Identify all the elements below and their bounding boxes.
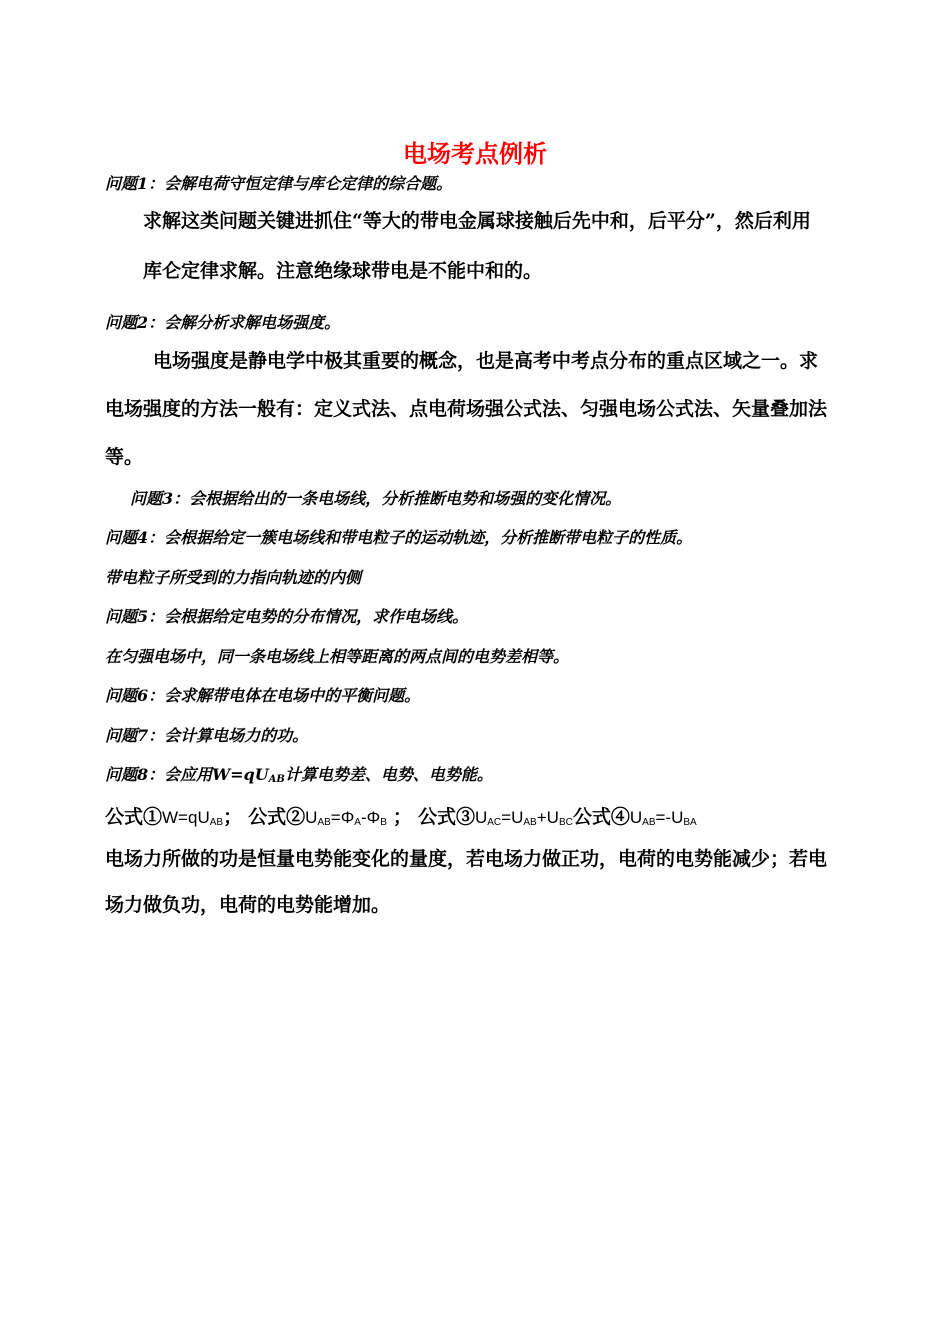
answer-2-line-3: 等。 xyxy=(105,446,144,468)
formula-3-label: 公式③ xyxy=(417,806,475,828)
formula-3-text-c: +U xyxy=(536,808,559,827)
question-6: 问题6：会求解带电体在电场中的平衡问题。 xyxy=(105,686,421,705)
question-4: 问题4：会根据给定一簇电场线和带电粒子的运动轨迹，分析推断带电粒子的性质。 xyxy=(105,528,693,547)
formula-1-subscript: AB xyxy=(209,817,224,828)
formula-4-text-b: =-U xyxy=(655,808,684,827)
answer-2-line-1: 电场强度是静电学中极其重要的概念，也是高考中考点分布的重点区域之一。求 xyxy=(153,350,819,372)
formula-1 xyxy=(162,808,223,827)
question-5: 问题5：会根据给定电势的分布情况，求作电场线。 xyxy=(105,607,469,626)
answer-1-line-2: 库仑定律求解。注意绝缘球带电是不能中和的。 xyxy=(143,260,543,282)
formula-1-text: W=qU xyxy=(162,808,210,827)
formula-3-subscript-2: AB xyxy=(523,817,537,828)
answer-2-line-2: 电场强度的方法一般有：定义式法、点电荷场强公式法、匀强电场公式法、矢量叠加法 xyxy=(105,398,828,420)
formula-4-subscript-2: BA xyxy=(683,817,697,828)
formula-2-subscript-2: A xyxy=(354,817,361,828)
formula-2 xyxy=(305,808,387,827)
question-8-subscript: AB xyxy=(268,774,285,785)
formula-3 xyxy=(475,808,573,827)
formula-2-text-a: U xyxy=(305,808,318,827)
formula-2-text-b: =Φ xyxy=(330,808,355,827)
question-8 xyxy=(105,763,493,792)
question-7: 问题7：会计算电场力的功。 xyxy=(105,726,309,745)
formula-separator: ； xyxy=(392,806,412,828)
answer-8-line-2: 场力做负功，电荷的电势能增加。 xyxy=(105,894,391,916)
formula-line xyxy=(105,802,697,838)
formula-3-text-a: U xyxy=(474,808,488,827)
formula-2-label: 公式② xyxy=(248,806,306,828)
formula-2-text-c: -Φ xyxy=(360,808,381,827)
formula-3-subscript-1: AC xyxy=(487,817,502,828)
answer-1-line-1: 求解这类问题关键进抓住“等大的带电金属球接触后先中和，后平分”，然后利用 xyxy=(143,210,811,232)
question-2: 问题2：会解分析求解电场强度。 xyxy=(105,313,341,332)
question-1: 问题1：会解电荷守恒定律与库仑定律的综合题。 xyxy=(105,174,453,193)
question-8-suffix: 计算电势差、电势、电势能。 xyxy=(284,765,493,784)
formula-1-label: 公式① xyxy=(105,806,163,828)
page-title: 电场考点例析 xyxy=(403,139,547,168)
note-5: 在匀强电场中，同一条电场线上相等距离的两点间的电势差相等。 xyxy=(105,647,570,666)
formula-3-subscript-3: BC xyxy=(558,817,573,828)
question-8-prefix: 问题8：会应用W=qU xyxy=(105,765,269,784)
formula-4 xyxy=(630,808,697,827)
formula-4-subscript-1: AB xyxy=(642,817,656,828)
answer-8-line-1: 电场力所做的功是恒量电势能变化的量度，若电场力做正功，电荷的电势能减少；若电 xyxy=(105,848,828,870)
formula-2-subscript-1: AB xyxy=(317,817,331,828)
formula-3-text-b: =U xyxy=(501,808,524,827)
formula-separator: ； xyxy=(223,806,243,828)
question-3: 问题3：会根据给出的一条电场线，分析推断电势和场强的变化情况。 xyxy=(130,489,622,508)
note-4: 带电粒子所受到的力指向轨迹的内侧 xyxy=(105,568,362,587)
formula-4-label: 公式④ xyxy=(572,806,630,828)
formula-4-text-a: U xyxy=(629,808,643,827)
formula-2-subscript-3: B xyxy=(380,817,387,828)
